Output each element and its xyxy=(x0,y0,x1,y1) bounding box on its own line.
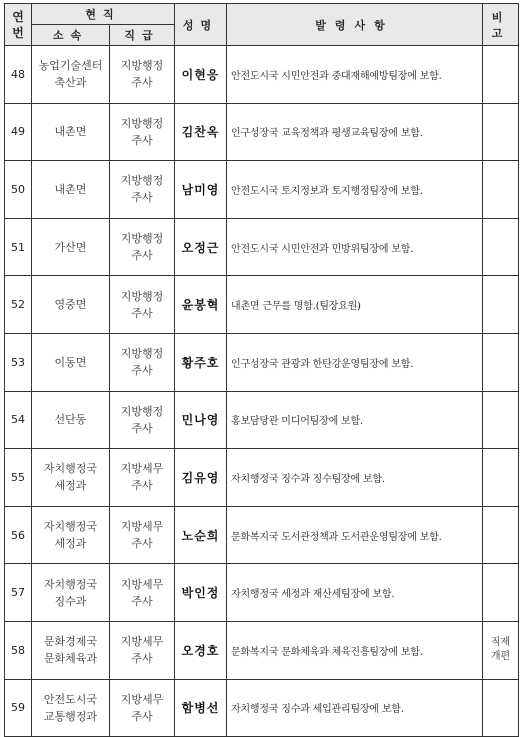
note-cell xyxy=(483,276,519,334)
table-row xyxy=(5,391,519,449)
action-cell: 문화복지국 문화체육과 체육진흥팀장에 보함. xyxy=(227,621,483,679)
note-cell xyxy=(483,161,519,219)
rank-line: 지방세무 xyxy=(120,635,164,649)
table-row xyxy=(5,46,519,104)
rank-line: 주사 xyxy=(131,709,153,723)
table-row xyxy=(5,679,519,737)
row-number: 55 xyxy=(5,449,32,507)
note-cell xyxy=(483,506,519,564)
row-number: 54 xyxy=(5,391,32,449)
action-cell: 자치행정국 세정과 재산세팀장에 보함. xyxy=(227,564,483,622)
rank-cell xyxy=(110,621,175,679)
dept-line: 이동면 xyxy=(54,355,87,369)
table-row xyxy=(5,506,519,564)
dept-line: 세정과 xyxy=(54,537,87,551)
note-cell xyxy=(483,621,519,679)
header-name: 성명 xyxy=(175,4,227,46)
dept-cell xyxy=(32,621,110,679)
rank-line: 주사 xyxy=(131,652,153,666)
rank-line: 주사 xyxy=(131,594,153,608)
personnel-table xyxy=(4,3,519,737)
action-cell: 안전도시국 시민안전과 민방위팀장에 보함. xyxy=(227,218,483,276)
rank-cell xyxy=(110,564,175,622)
dept-line: 내촌면 xyxy=(54,182,87,196)
dept-line: 축산과 xyxy=(54,76,87,90)
dept-line: 문화경제국 xyxy=(43,635,98,649)
table-row xyxy=(5,276,519,334)
dept-line: 선단동 xyxy=(54,413,87,427)
name-cell: 황주호 xyxy=(175,333,227,391)
rank-line: 주사 xyxy=(131,191,153,205)
header-current: 현직 xyxy=(32,4,175,25)
action-cell: 문화복지국 도서관정책과 도서관운영팀장에 보함. xyxy=(227,506,483,564)
dept-line: 영중면 xyxy=(54,298,87,312)
rank-cell xyxy=(110,333,175,391)
dept-cell xyxy=(32,449,110,507)
header-dept: 소속 xyxy=(32,25,110,46)
dept-cell xyxy=(32,103,110,161)
note-cell xyxy=(483,46,519,104)
name-cell: 김유영 xyxy=(175,449,227,507)
note-cell xyxy=(483,564,519,622)
table-row xyxy=(5,449,519,507)
rank-line: 주사 xyxy=(131,249,153,263)
rank-cell xyxy=(110,46,175,104)
name-cell: 남미영 xyxy=(175,161,227,219)
dept-line: 자치행정국 xyxy=(43,577,98,591)
dept-line: 안전도시국 xyxy=(43,692,98,706)
dept-cell xyxy=(32,391,110,449)
note-cell xyxy=(483,679,519,737)
table-body xyxy=(5,46,519,737)
dept-cell xyxy=(32,46,110,104)
note-cell xyxy=(483,333,519,391)
name-cell: 민나영 xyxy=(175,391,227,449)
action-cell: 안전도시국 토지정보과 토지행정팀장에 보함. xyxy=(227,161,483,219)
rank-line: 지방행정 xyxy=(120,404,164,418)
action-cell: 홍보담당관 미디어팀장에 보함. xyxy=(227,391,483,449)
header-no xyxy=(5,4,32,46)
name-cell: 함병선 xyxy=(175,679,227,737)
rank-line: 주사 xyxy=(131,76,153,90)
action-cell: 내촌면 근무를 명함.(팀장요원) xyxy=(227,276,483,334)
rank-line: 지방행정 xyxy=(120,347,164,361)
dept-line: 징수과 xyxy=(54,594,87,608)
dept-cell xyxy=(32,161,110,219)
dept-line: 가산면 xyxy=(54,240,87,254)
rank-cell xyxy=(110,506,175,564)
table-row xyxy=(5,103,519,161)
note-line: 개편 xyxy=(490,651,511,663)
dept-line: 문화체육과 xyxy=(43,652,98,666)
dept-cell xyxy=(32,679,110,737)
dept-cell xyxy=(32,276,110,334)
row-number: 56 xyxy=(5,506,32,564)
name-cell: 윤봉혁 xyxy=(175,276,227,334)
dept-line: 자치행정국 xyxy=(43,462,98,476)
rank-line: 지방세무 xyxy=(120,462,164,476)
dept-cell xyxy=(32,333,110,391)
name-cell: 김찬옥 xyxy=(175,103,227,161)
rank-line: 지방행정 xyxy=(120,174,164,188)
rank-cell xyxy=(110,449,175,507)
note-cell xyxy=(483,218,519,276)
rank-cell xyxy=(110,276,175,334)
rank-line: 지방세무 xyxy=(120,520,164,534)
rank-line: 지방세무 xyxy=(120,692,164,706)
rank-line: 지방행정 xyxy=(120,232,164,246)
rank-cell xyxy=(110,161,175,219)
dept-line: 세정과 xyxy=(54,479,87,493)
action-cell: 인구성장국 교육정책과 평생교육팀장에 보함. xyxy=(227,103,483,161)
rank-cell xyxy=(110,391,175,449)
rank-line: 주사 xyxy=(131,479,153,493)
note-cell xyxy=(483,449,519,507)
rank-cell xyxy=(110,218,175,276)
header-rank: 직급 xyxy=(110,25,175,46)
rank-cell xyxy=(110,103,175,161)
row-number: 53 xyxy=(5,333,32,391)
note-cell xyxy=(483,391,519,449)
table-row xyxy=(5,621,519,679)
table-row xyxy=(5,564,519,622)
name-cell: 오정근 xyxy=(175,218,227,276)
row-number: 51 xyxy=(5,218,32,276)
name-cell: 박인정 xyxy=(175,564,227,622)
rank-line: 지방세무 xyxy=(120,577,164,591)
name-cell: 오경호 xyxy=(175,621,227,679)
note-cell xyxy=(483,103,519,161)
dept-line: 농업기술센터 xyxy=(38,59,103,73)
rank-line: 주사 xyxy=(131,364,153,378)
rank-line: 주사 xyxy=(131,306,153,320)
table-row xyxy=(5,333,519,391)
rank-line: 지방행정 xyxy=(120,116,164,130)
rank-line: 지방행정 xyxy=(120,289,164,303)
dept-cell xyxy=(32,564,110,622)
rank-cell xyxy=(110,679,175,737)
row-number: 59 xyxy=(5,679,32,737)
header-action: 발령사항 xyxy=(227,4,483,46)
row-number: 50 xyxy=(5,161,32,219)
action-cell: 자치행정국 징수과 징수팀장에 보함. xyxy=(227,449,483,507)
row-number: 58 xyxy=(5,621,32,679)
dept-line: 내촌면 xyxy=(54,125,87,139)
name-cell: 노순희 xyxy=(175,506,227,564)
note-line: 직제 xyxy=(490,637,511,649)
row-number: 49 xyxy=(5,103,32,161)
dept-line: 교통행정과 xyxy=(43,709,98,723)
table-row xyxy=(5,218,519,276)
row-number: 48 xyxy=(5,46,32,104)
action-cell: 자치행정국 징수과 세입관리팀장에 보함. xyxy=(227,679,483,737)
row-number: 52 xyxy=(5,276,32,334)
rank-line: 주사 xyxy=(131,421,153,435)
dept-cell xyxy=(32,506,110,564)
rank-line: 지방행정 xyxy=(120,59,164,73)
rank-line: 주사 xyxy=(131,537,153,551)
dept-line: 자치행정국 xyxy=(43,520,98,534)
row-number: 57 xyxy=(5,564,32,622)
name-cell: 이현응 xyxy=(175,46,227,104)
header-no-text: 연번 xyxy=(12,9,24,40)
header-note: 비고 xyxy=(483,4,519,46)
dept-cell xyxy=(32,218,110,276)
rank-line: 주사 xyxy=(131,133,153,147)
action-cell: 인구성장국 관광과 한탄강운영팀장에 보함. xyxy=(227,333,483,391)
action-cell: 안전도시국 시민안전과 중대재해예방팀장에 보함. xyxy=(227,46,483,104)
table-row xyxy=(5,161,519,219)
